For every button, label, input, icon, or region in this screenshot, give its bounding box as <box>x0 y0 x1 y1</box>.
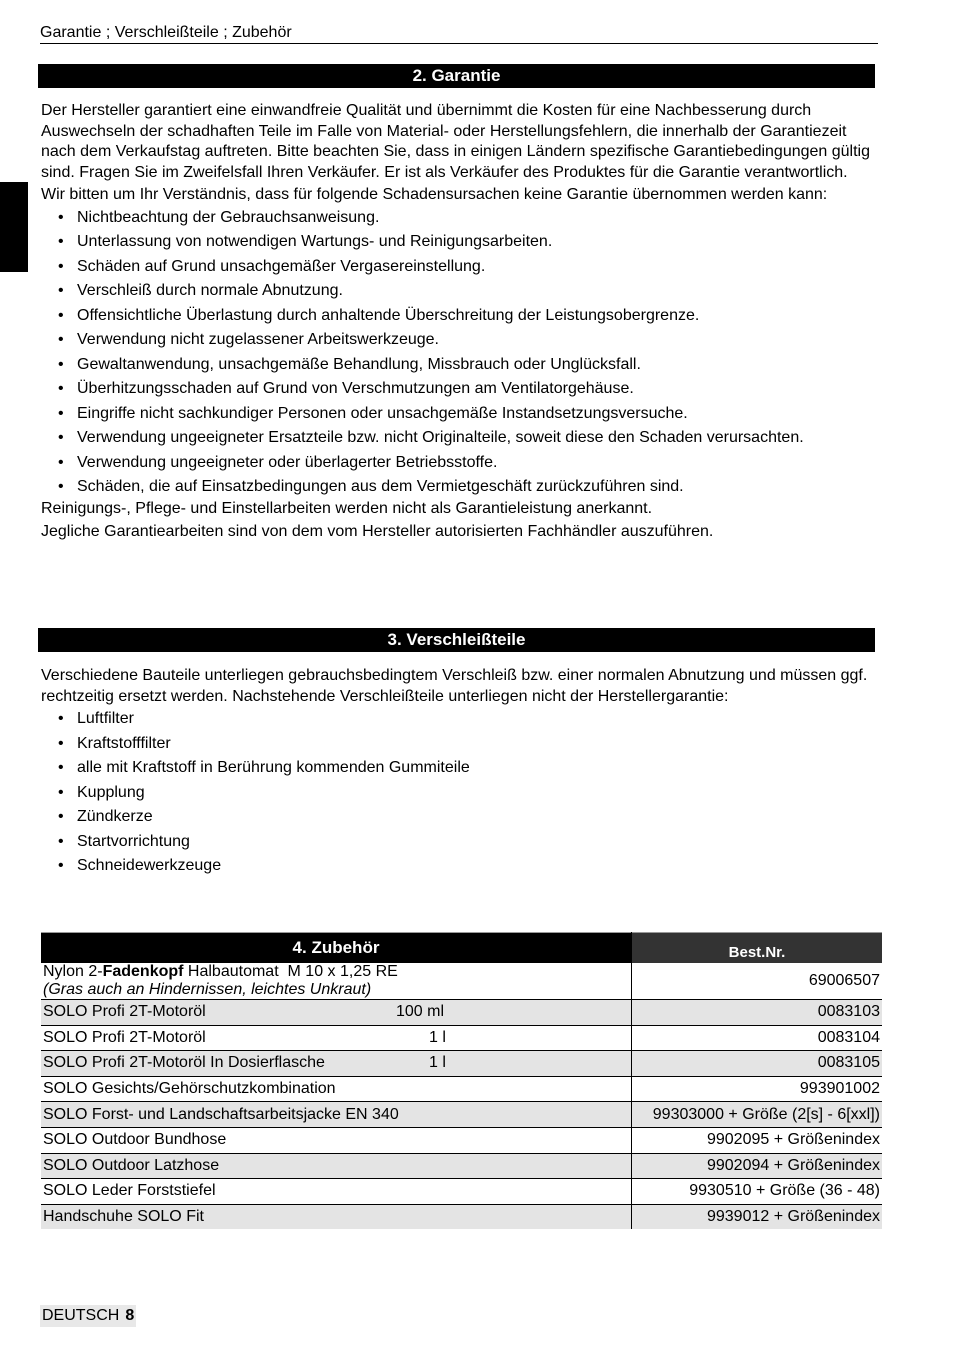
accessory-name-cell <box>41 1025 632 1051</box>
bullet-icon: • <box>58 306 64 324</box>
accessory-name: SOLO Profi 2T-Motoröl In Dosierflasche <box>43 1054 325 1072</box>
list-item <box>41 783 871 804</box>
bullet-icon: • <box>58 832 64 850</box>
page-footer <box>40 1305 136 1327</box>
accessory-volume: 100 ml <box>396 1003 445 1021</box>
bullet-icon: • <box>58 759 64 776</box>
bullet-icon: • <box>58 857 64 874</box>
order-number-cell: 9930510 + Größe (36 - 48) <box>632 1179 883 1205</box>
bullet-icon: • <box>58 453 64 471</box>
bullet-icon: • <box>58 257 64 275</box>
accessory-name-cell: Nylon 2-Fadenkopf Halbautomat M 10 x 1,25 RE (Gras auch an Hindernissen, leichtes Unkraut) <box>41 963 632 1000</box>
list-item-text: Nichtbeachtung der Gebrauchsanweisung. <box>77 208 380 226</box>
garantie-intro-2: Wir bitten um Ihr Verständnis, dass für folgende Schadensursachen keine Garantie übernommen werden kann: <box>41 186 828 203</box>
accessory-volume: 1 l <box>429 1028 446 1046</box>
order-number-cell: 69006507 <box>632 963 883 1000</box>
list-item <box>41 709 871 730</box>
table-row <box>41 1153 882 1179</box>
order-number-cell: 9939012 + Größenindex <box>632 1204 883 1229</box>
accessory-name: SOLO Outdoor Latzhose <box>43 1156 220 1174</box>
list-item <box>41 355 871 376</box>
order-number-cell: 99303000 + Größe (2[s] - 6[xxl]) <box>632 1102 883 1128</box>
page-number: 8 <box>125 1307 135 1324</box>
accessory-description: (Gras auch an Hindernissen, leichtes Unkraut) <box>43 981 372 998</box>
list-item <box>41 758 871 779</box>
order-number-cell: 9902095 + Größenindex <box>632 1127 883 1153</box>
list-item <box>41 453 871 474</box>
garantie-intro: Der Hersteller garantiert eine einwandfreie Qualität und übernimmt die Kosten für eine Nachbesserung durch Auswechseln der schadhaften Teile im Falle von Material- oder Herstellungsfehlern, die innerhalb der Garantiezeit nach dem Verkaufstag auftreten. Bitte beachten Sie, dass in einigen Ländern spezifische Garantiebedingungen gültig sind. Fragen Sie im Zweifelsfall Ihren Verkäufer. Er ist als Verkäufer des Produktes für die Garantie verantwortlich. <box>41 102 871 181</box>
list-item-text: Schäden, die auf Einsatzbedingungen aus dem Vermietgeschäft zurückzuführen sind. <box>77 478 684 495</box>
list-item <box>41 832 871 853</box>
accessory-name: SOLO Gesichts/Gehörschutzkombination <box>43 1080 336 1098</box>
accessory-name-cell <box>41 1179 632 1205</box>
list-item <box>41 807 871 828</box>
section-title-garantie: 2. Garantie <box>38 64 875 88</box>
order-number-header: Best.Nr. <box>632 933 883 964</box>
accessory-name-cell <box>41 1102 632 1128</box>
order-number-cell: 9902094 + Größenindex <box>632 1153 883 1179</box>
list-item <box>41 232 871 253</box>
footer-language: DEUTSCH <box>42 1307 120 1324</box>
table-row <box>41 1000 882 1026</box>
verschleiss-body <box>41 666 871 881</box>
list-item-text: Schneidewerkzeuge <box>77 857 222 874</box>
list-item <box>41 306 871 327</box>
accessory-name-cell <box>41 1153 632 1179</box>
list-item-text: Startvorrichtung <box>77 832 190 850</box>
accessory-name-cell <box>41 1051 632 1077</box>
table-row <box>41 1127 882 1153</box>
accessory-name: SOLO Profi 2T-Motoröl <box>43 1028 206 1046</box>
list-item-text: Eingriffe nicht sachkundiger Personen oder unsachgemäße Instandsetzungsversuche. <box>77 404 688 422</box>
list-item-text: Kupplung <box>77 783 145 801</box>
table-row <box>41 963 882 1000</box>
list-item-text: Schäden auf Grund unsachgemäßer Vergasereinstellung. <box>77 257 486 275</box>
wear-parts-list <box>41 709 871 877</box>
bullet-icon: • <box>58 783 64 801</box>
section-title-zubehoer: 4. Zubehör <box>41 933 632 964</box>
accessory-name: SOLO Profi 2T-Motoröl <box>43 1003 206 1021</box>
list-item-text: Luftfilter <box>77 710 134 727</box>
accessory-name: SOLO Leder Forststiefel <box>43 1182 216 1200</box>
list-item <box>41 856 871 877</box>
bullet-icon: • <box>58 404 64 422</box>
list-item-text: Verwendung ungeeigneter oder überlagerter Betriebsstoffe. <box>77 453 498 471</box>
order-number-cell: 0083104 <box>632 1025 883 1051</box>
accessory-name: SOLO Outdoor Bundhose <box>43 1131 227 1149</box>
list-item-text: Zündkerze <box>77 808 153 825</box>
list-item-text: Gewaltanwendung, unsachgemäße Behandlung, Missbrauch oder Unglücksfall. <box>77 355 641 373</box>
garantie-exclusion-list <box>41 208 871 498</box>
list-item <box>41 330 871 351</box>
table-row <box>41 1051 882 1077</box>
list-item-text: alle mit Kraftstoff in Berührung kommenden Gummiteile <box>77 759 470 776</box>
header-rule <box>40 43 878 44</box>
accessory-name-cell <box>41 1000 632 1026</box>
accessory-name-cell <box>41 1127 632 1153</box>
list-item <box>41 208 871 229</box>
table-row <box>41 1102 882 1128</box>
accessory-name-cell <box>41 1204 632 1229</box>
list-item-text: Verschleiß durch normale Abnutzung. <box>77 282 343 299</box>
list-item <box>41 477 871 498</box>
table-row <box>41 1025 882 1051</box>
list-item <box>41 281 871 302</box>
bullet-icon: • <box>58 208 64 226</box>
bullet-icon: • <box>58 808 64 825</box>
list-item <box>41 734 871 755</box>
bullet-icon: • <box>58 734 64 752</box>
accessory-name: Handschuhe SOLO Fit <box>43 1208 204 1226</box>
list-item <box>41 257 871 278</box>
bullet-icon: • <box>58 282 64 299</box>
list-item-text: Unterlassung von notwendigen Wartungs- und Reinigungsarbeiten. <box>77 233 553 250</box>
list-item-text: Offensichtliche Überlastung durch anhaltende Überschreitung der Leistungsobergrenze. <box>77 306 700 324</box>
table-row <box>41 1076 882 1102</box>
section-title-verschleissteile: 3. Verschleißteile <box>38 628 875 652</box>
table-row <box>41 1179 882 1205</box>
list-item <box>41 428 871 449</box>
garantie-outro-1: Reinigungs-, Pflege- und Einstellarbeiten werden nicht als Garantieleistung anerkannt. <box>41 499 653 517</box>
bullet-icon: • <box>58 355 64 373</box>
accessory-name-cell <box>41 1076 632 1102</box>
list-item <box>41 404 871 425</box>
order-number-cell: 993901002 <box>632 1076 883 1102</box>
list-item-text: Verwendung ungeeigneter Ersatzteile bzw. nicht Originalteile, soweit diese den Schaden verursachten. <box>77 429 804 446</box>
bullet-icon: • <box>58 331 64 348</box>
garantie-body <box>41 101 871 543</box>
list-item-text: Verwendung nicht zugelassener Arbeitswerkzeuge. <box>77 331 439 348</box>
list-item-text: Kraftstofffilter <box>77 734 171 752</box>
running-header: Garantie ; Verschleißteile ; Zubehör <box>40 24 292 41</box>
accessory-name: SOLO Forst- und Landschaftsarbeitsjacke EN 340 <box>43 1105 399 1123</box>
list-item <box>41 379 871 400</box>
verschleiss-intro: Verschiedene Bauteile unterliegen gebrauchsbedingtem Verschleiß bzw. einer normalen Abnutzung und müssen ggf. rechtzeitig ersetzt werden. Nachstehende Verschleißteile unterliegen nicht der Herstellergarantie: <box>41 667 868 705</box>
table-row <box>41 1204 882 1229</box>
language-side-tab <box>0 182 28 272</box>
accessories-table <box>41 932 882 1229</box>
garantie-outro-2: Jegliche Garantiearbeiten sind von dem vom Hersteller autorisierten Fachhändler auszuführen. <box>41 523 714 540</box>
bullet-icon: • <box>58 478 64 495</box>
order-number-cell: 0083105 <box>632 1051 883 1077</box>
bullet-icon: • <box>58 710 64 727</box>
bullet-icon: • <box>58 429 64 446</box>
accessory-volume: 1 l <box>429 1054 446 1072</box>
bullet-icon: • <box>58 380 64 397</box>
bullet-icon: • <box>58 233 64 250</box>
order-number-cell: 0083103 <box>632 1000 883 1026</box>
list-item-text: Überhitzungsschaden auf Grund von Verschmutzungen am Ventilatorgehäuse. <box>77 380 634 397</box>
accessory-name-bold: Fadenkopf <box>102 963 184 980</box>
